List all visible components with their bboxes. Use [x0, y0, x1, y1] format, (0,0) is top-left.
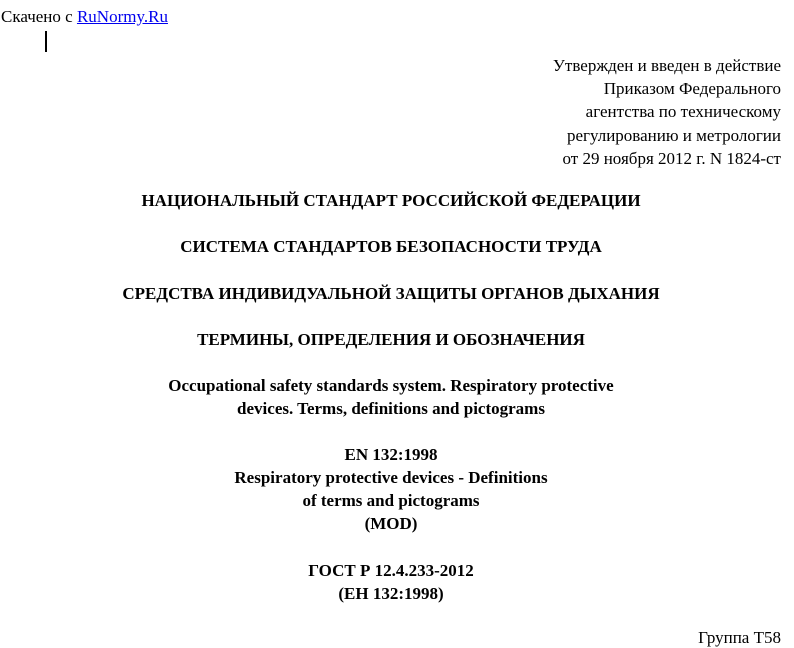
en-reference	[0, 443, 782, 535]
designation-line: (ЕН 132:1998)	[338, 584, 444, 603]
english-title	[0, 374, 782, 420]
en-reference-line: of terms and pictograms	[302, 491, 480, 510]
source-line	[1, 7, 168, 27]
designation-line: ГОСТ Р 12.4.233-2012	[308, 561, 474, 580]
approval-line: Утвержден и введен в действие	[552, 56, 781, 75]
approval-line: Приказом Федерального	[603, 79, 781, 99]
source-prefix: Скачено с	[1, 7, 77, 26]
heading-subject: СРЕДСТВА ИНДИВИДУАЛЬНОЙ ЗАЩИТЫ ОРГАНОВ ДЫХАНИЯ	[122, 284, 660, 303]
text-cursor	[45, 31, 47, 52]
approval-line: регулированию и метрологии	[566, 125, 781, 145]
en-reference-line: Respiratory protective devices - Definitions	[234, 468, 548, 487]
approval-block	[553, 54, 781, 170]
en-reference-line: EN 132:1998	[344, 445, 438, 464]
approval-line: от 29 ноября 2012 г. N 1824-ст	[562, 148, 781, 168]
designation	[0, 559, 782, 605]
group-label: Группа Т58	[698, 628, 781, 647]
heading-national-standard: НАЦИОНАЛЬНЫЙ СТАНДАРТ РОССИЙСКОЙ ФЕДЕРАЦИИ	[141, 191, 641, 210]
approval-line: агентства по техническому	[585, 102, 781, 122]
english-title-line: devices. Terms, definitions and pictograms	[237, 399, 545, 418]
en-reference-line: (MOD)	[364, 514, 418, 533]
heading-scope: ТЕРМИНЫ, ОПРЕДЕЛЕНИЯ И ОБОЗНАЧЕНИЯ	[197, 330, 585, 349]
source-link[interactable]: RuNormy.Ru	[76, 7, 168, 26]
heading-system: СИСТЕМА СТАНДАРТОВ БЕЗОПАСНОСТИ ТРУДА	[180, 237, 602, 256]
english-title-line: Occupational safety standards system. Respiratory protective	[168, 376, 614, 395]
